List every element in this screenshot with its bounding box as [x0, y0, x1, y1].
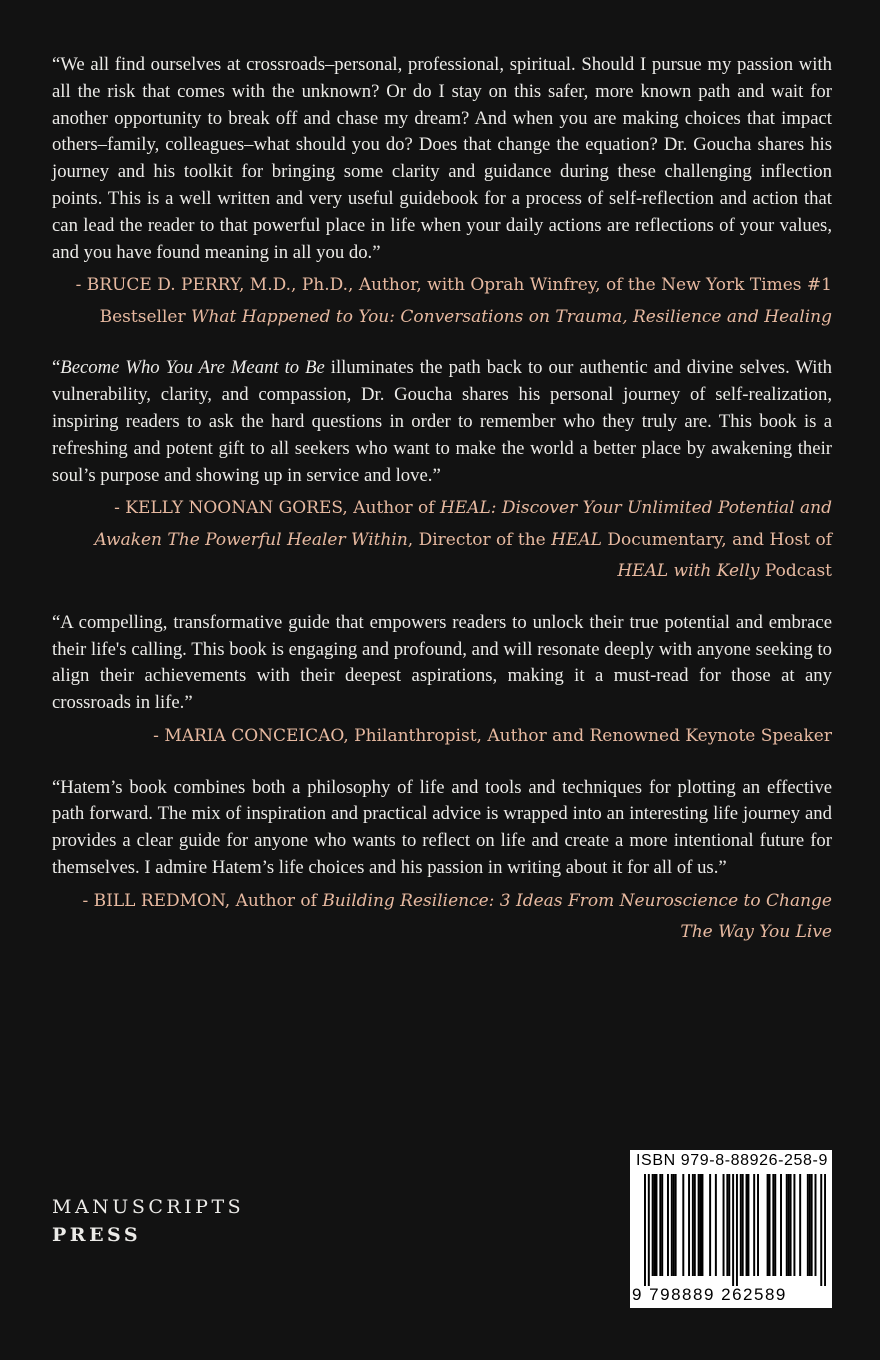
barcode-bar — [788, 1174, 790, 1276]
blurb-1 — [52, 52, 832, 333]
barcode-bar — [659, 1174, 661, 1276]
barcode-bar — [700, 1174, 702, 1276]
blurb-2-attribution — [52, 493, 832, 588]
blurb-4-attribution — [52, 886, 832, 949]
blurb-2-attr-part-3: , Director of the — [407, 529, 552, 550]
barcode-bar — [732, 1174, 734, 1286]
barcode-bar — [652, 1174, 654, 1276]
blurb-2-attr-part-7: Podcast — [759, 561, 832, 582]
barcode-bar — [811, 1174, 813, 1276]
barcode-bar — [654, 1174, 656, 1276]
blurb-2-quote-title: Become Who You Are Meant to Be — [60, 357, 325, 379]
barcode-bar — [692, 1174, 694, 1276]
barcode-bar — [786, 1174, 788, 1276]
barcode-bar — [644, 1174, 646, 1286]
blurb-3-attribution: - MARIA CONCEICAO, Philanthropist, Author and Renowned Keynote Speaker — [153, 726, 832, 747]
barcode-bar — [673, 1174, 675, 1276]
barcode-bar — [820, 1174, 822, 1286]
barcode-bar — [655, 1174, 657, 1276]
blurb-4 — [52, 775, 832, 949]
blurb-2-attr-part-5: Documentary, and Host of — [601, 529, 832, 550]
barcode-bar — [757, 1174, 759, 1276]
blurb-1-quote: “We all find ourselves at crossroads–personal, professional, spiritual. Should I pursue my passion with all the risk that comes with the unknown? Or do I stay on this safer, more known path and wait for another opportunity to break off and chase my dream? And when you are making choices that impact others–family, colleagues–what should you do? Does that change the equation? Dr. Goucha shares his journey and his toolkit for bringing some clarity and guidance during these challenging inflection points. This is a well written and very useful guidebook for a process of self-reflection and action that can lead the reader to that powerful place in life when your daily actions are reflections of your values, and you have found meaning in all you do.” — [52, 54, 832, 263]
blurb-4-attribution-text: - BILL REDMON, Author of — [82, 890, 323, 911]
barcode-bar — [671, 1174, 673, 1276]
blurb-2-attr-part-2: HEAL: Discover Your Unlimited Potential and Awaken The Powerful Healer Within — [94, 498, 832, 550]
barcode-bar — [661, 1174, 663, 1276]
isbn-barcode — [630, 1150, 832, 1308]
barcode-bar — [747, 1174, 749, 1276]
blurb-2-quote — [52, 355, 832, 489]
blurb-1-attribution — [52, 270, 832, 333]
barcode-bar — [746, 1174, 748, 1276]
blurb-4-book-title: Building Resilience: 3 Ideas From Neuroscience to Change The Way You Live — [322, 890, 832, 943]
publisher-logo — [52, 1193, 244, 1249]
blurb-4-quote: “Hatem’s book combines both a philosophy of life and tools and techniques for plotting an effective path forward. The mix of inspiration and practical advice is wrapped into an interesting life journey and provides a clear guide for anyone who wants to reflect on life and create a more intentional future for themselves. I admire Hatem’s life choices and his passion in writing about it for all of us.” — [52, 776, 832, 878]
blurb-2-attr-part-6: HEAL with Kelly — [617, 561, 760, 582]
blurb-2-quote-open: “ — [52, 357, 61, 379]
barcode-bar — [740, 1174, 742, 1276]
blurb-2-quote-rest: illuminates the path back to our authentic and divine selves. With vulnerability, clarity, and compassion, Dr. Goucha shares his personal journey of self-realization, inspiring readers to ask the hard questions in order to remember who they truly are. This book is a refreshing and potent gift to all seekers who want to make the world a better place by awakening their soul’s purpose and showing up in service and love.” — [52, 357, 832, 486]
barcode-bar — [769, 1174, 771, 1276]
barcode-bar — [774, 1174, 776, 1276]
blurb-1-book-title: What Happened to You: Conversations on Trauma, Resilience and Healing — [190, 306, 832, 327]
blurb-3-quote: “A compelling, transformative guide that empowers readers to unlock their true potential and embrace their life's calling. This book is engaging and profound, and will resonate deeply with anyone seeking to align their achievements with their deepest aspirations, making it a must-read for those at any crossroads in life.” — [52, 611, 832, 714]
barcode-bar — [807, 1174, 809, 1276]
barcode-bar — [815, 1174, 817, 1276]
isbn-label: ISBN 979-8-88926-258-9 — [636, 1152, 828, 1169]
blurb-3 — [52, 610, 832, 753]
blurb-2-attr-part-4: HEAL — [551, 529, 602, 550]
barcode-bar — [728, 1174, 730, 1276]
back-cover-content — [52, 52, 832, 971]
barcode-bar — [709, 1174, 711, 1276]
barcode-bar — [772, 1174, 774, 1276]
barcode-bar — [824, 1174, 826, 1286]
barcode-digits: 9 798889 262589 — [632, 1285, 787, 1304]
barcode-bar — [809, 1174, 811, 1276]
barcode-bar — [753, 1174, 755, 1276]
barcode-bar — [767, 1174, 769, 1276]
barcode-bar — [780, 1174, 782, 1276]
barcode-bar — [675, 1174, 677, 1276]
barcode-bar — [793, 1174, 795, 1276]
barcode-bar — [790, 1174, 792, 1276]
publisher-line-2: PRESS — [52, 1224, 142, 1246]
barcode-bar — [726, 1174, 728, 1276]
barcode-bar — [667, 1174, 669, 1276]
barcode-bar — [736, 1174, 738, 1286]
barcode-bar — [742, 1174, 744, 1276]
barcode-bar — [723, 1174, 725, 1276]
blurb-1-attribution-text: - BRUCE D. PERRY, M.D., Ph.D., Author, with Oprah Winfrey, of the New York Times #1 Bestseller — [75, 275, 832, 327]
barcode-bar — [648, 1174, 650, 1286]
blurb-2 — [52, 355, 832, 587]
barcode-bar — [688, 1174, 690, 1276]
barcode-bar — [799, 1174, 801, 1276]
barcode-bar — [682, 1174, 684, 1276]
publisher-line-1: MANUSCRIPTS — [52, 1196, 245, 1218]
barcode-bar — [698, 1174, 700, 1276]
barcode-bar — [694, 1174, 696, 1276]
barcode-bar — [715, 1174, 717, 1276]
barcode-bars — [644, 1174, 826, 1286]
barcode-bar — [701, 1174, 703, 1276]
blurb-2-attr-part-1: - KELLY NOONAN GORES, Author of — [114, 498, 440, 519]
